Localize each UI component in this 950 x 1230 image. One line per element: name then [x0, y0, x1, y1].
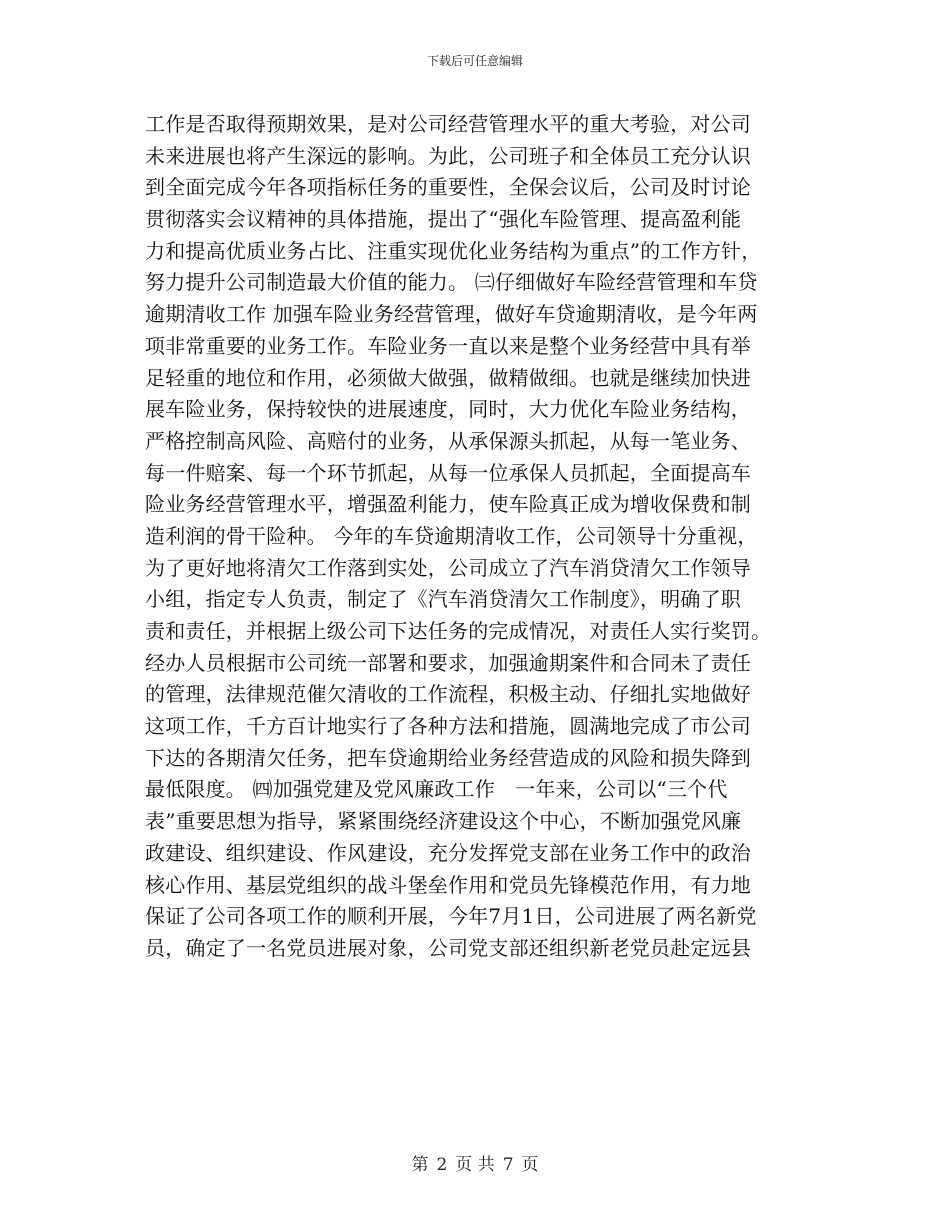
body-line: 下达的各期清欠任务，把车贷逾期给业务经营造成的风险和损失降到 [145, 745, 751, 770]
body-line: 的管理，法律规范催欠清收的工作流程，积极主动、仔细扎实地做好 [145, 682, 751, 707]
body-line: 最低限度。 ㈣加强党建及党风廉政工作 一年来，公司以“三个代 [145, 777, 728, 802]
body-line: 到全面完成今年各项指标任务的重要性，全保会议后，公司及时讨论 [145, 175, 751, 200]
body-line: 每一件赔案、每一个环节抓起，从每一位承保人员抓起，全面提高车 [145, 460, 751, 485]
footer-prefix: 第 [411, 1155, 429, 1175]
body-line: 责和责任，并根据上级公司下达任务的完成情况，对责任人实行奖罚。 [145, 619, 772, 643]
body-line: 贯彻落实会议精神的具体措施，提出了“强化车险管理、提高盈利能 [145, 207, 742, 232]
body-line: 为了更好地将清欠工作落到实处，公司成立了汽车消贷清欠工作领导 [145, 555, 751, 580]
body-line: 核心作用、基层党组织的战斗堡垒作用和党员先锋模范作用，有力地 [145, 872, 751, 897]
body-line: 小组，指定专人负责，制定了《汽车消贷清欠工作制度》，明确了职 [145, 587, 741, 612]
footer-suffix: 页 [521, 1155, 539, 1175]
page-header: 下载后可任意编辑 [426, 54, 523, 68]
body-line: 表”重要思想为指导，紧紧围绕经济建设这个中心，不断加强党风廉 [145, 809, 742, 834]
body-line: 保证了公司各项工作的顺利开展，今年7月1日，公司进展了两名新党 [145, 904, 757, 929]
body-line: 项非常重要的业务工作。车险业务一直以来是整个业务经营中具有举 [145, 333, 751, 358]
body-line: 努力提升公司制造最大价值的能力。 ㈢仔细做好车险经营管理和车贷 [145, 270, 758, 295]
body-line: 政建设、组织建设、作风建设，充分发挥党支部在业务工作中的政治 [145, 840, 751, 865]
body-line: 员，确定了一名党员进展对象，公司党支部还组织新老党员赴定远县 [145, 935, 751, 960]
body-line: 造利润的骨干险种。 今年的车贷逾期清收工作，公司领导十分重视， [145, 523, 758, 548]
body-line: 工作是否取得预期效果，是对公司经营管理水平的重大考验，对公司 [145, 112, 751, 136]
body-line: 严格控制高风险、高赔付的业务，从承保源头抓起，从每一笔业务、 [145, 428, 751, 453]
total-pages: 7 [502, 1155, 514, 1175]
page-footer [0, 1154, 950, 1176]
body-line: 足轻重的地位和作用，必须做大做强，做精做细。也就是继续加快进 [145, 365, 751, 390]
body-line: 未来进展也将产生深远的影响。为此，公司班子和全体员工充分认识 [145, 143, 751, 168]
body-line: 逾期清收工作 加强车险业务经营管理，做好车贷逾期清收，是今年两 [145, 302, 758, 327]
body-line: 经办人员根据市公司统一部署和要求，加强逾期案件和合同未了责任 [145, 650, 751, 675]
body-line: 这项工作，千方百计地实行了各种方法和措施，圆满地完成了市公司 [145, 714, 751, 739]
page-number: 2 [436, 1155, 448, 1175]
body-line: 险业务经营管理水平，增强盈利能力，使车险真正成为增收保费和制 [145, 492, 751, 517]
footer-middle: 页 共 [455, 1155, 495, 1175]
body-line: 力和提高优质业务占比、注重实现优化业务结构为重点”的工作方针， [145, 238, 762, 263]
body-line: 展车险业务，保持较快的进展速度，同时，大力优化车险业务结构， [145, 397, 751, 422]
document-body [145, 109, 805, 965]
